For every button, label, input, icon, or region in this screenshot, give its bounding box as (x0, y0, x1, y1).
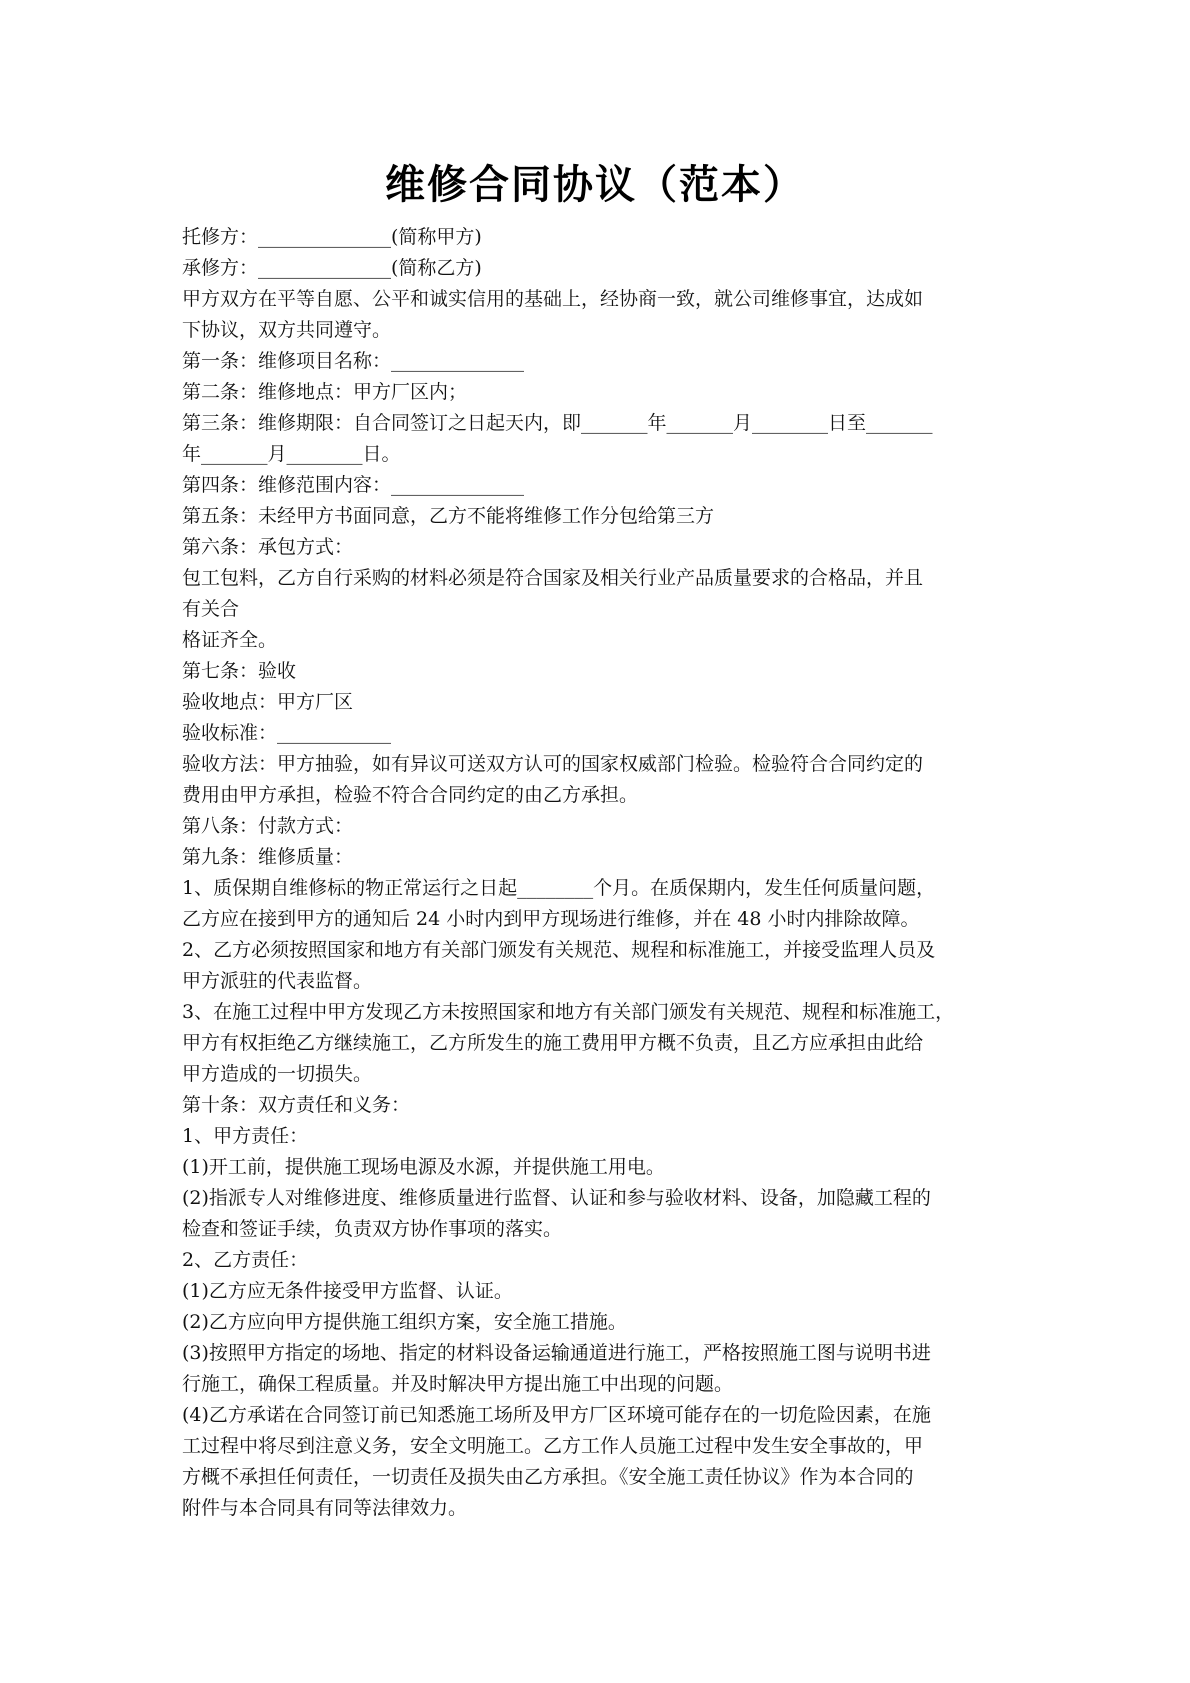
clause-6-text-3: 格证齐全。 (182, 629, 278, 651)
quality-1-line-2: 乙方应在接到甲方的通知后 24 小时内到甲方现场进行维修，并在 48 小时内排除故障。 (182, 908, 920, 930)
clause-2: 第二条：维修地点：甲方厂区内； (182, 381, 468, 403)
clause-9: 第九条：维修质量： (182, 846, 354, 868)
document-title: 维修合同协议（范本） (385, 162, 805, 208)
clause-10: 第十条：双方责任和义务： (182, 1094, 411, 1116)
quality-1-line-1: 1、质保期自维修标的物正常运行之日起________个月。在质保期内，发生任何质量问题， (182, 877, 936, 899)
document-body (182, 222, 1022, 1524)
quality-2-line-1: 2、乙方必须按照国家和地方有关部门颁发有关规范、规程和标准施工，并接受监理人员及 (182, 939, 936, 961)
clause-6-text-2: 有关合 (182, 598, 240, 620)
line-client: 托修方：______________(简称甲方) (182, 226, 482, 248)
party-a-item-2-line-2: 检查和签证手续，负责双方协作事项的落实。 (182, 1218, 563, 1240)
line-preamble-1: 甲方双方在平等自愿、公平和诚实信用的基础上，经协商一致，就公司维修事宜，达成如 (182, 288, 924, 310)
clause-7: 第七条：验收 (182, 660, 297, 682)
quality-2-line-2: 甲方派驻的代表监督。 (182, 970, 373, 992)
clause-8: 第八条：付款方式： (182, 815, 354, 837)
acceptance-method-1: 验收方法：甲方抽验，如有异议可送双方认可的国家权威部门检验。检验符合合同约定的 (182, 753, 924, 775)
acceptance-standard: 验收标准：____________ (182, 722, 392, 744)
clause-3-line-2: 年_______月________日。 (182, 443, 401, 465)
clause-3-line-1: 第三条：维修期限：自合同签订之日起天内，即_______年_______月________日至_______ (182, 412, 933, 434)
party-b-heading: 2、乙方责任： (182, 1249, 309, 1271)
party-a-item-1: (1)开工前，提供施工现场电源及水源，并提供施工用电。 (182, 1156, 665, 1178)
party-b-item-4-line-3: 方概不承担任何责任，一切责任及损失由乙方承担。《安全施工责任协议》作为本合同的 (182, 1466, 914, 1488)
party-b-item-4-line-2: 工过程中将尽到注意义务，安全文明施工。乙方工作人员施工过程中发生安全事故的，甲 (182, 1435, 924, 1457)
quality-3-line-3: 甲方造成的一切损失。 (182, 1063, 373, 1085)
line-preamble-2: 下协议，双方共同遵守。 (182, 319, 392, 341)
clause-6: 第六条：承包方式： (182, 536, 354, 558)
acceptance-location: 验收地点：甲方厂区 (182, 691, 354, 713)
party-b-item-1: (1)乙方应无条件接受甲方监督、认证。 (182, 1280, 513, 1302)
party-b-item-3-line-1: (3)按照甲方指定的场地、指定的材料设备运输通道进行施工，严格按照施工图与说明书进 (182, 1342, 931, 1364)
party-a-item-2-line-1: (2)指派专人对维修进度、维修质量进行监督、认证和参与验收材料、设备，加隐藏工程的 (182, 1187, 931, 1209)
clause-1: 第一条：维修项目名称：______________ (182, 350, 525, 372)
party-b-item-4-line-4: 附件与本合同具有同等法律效力。 (182, 1497, 468, 1519)
party-a-heading: 1、甲方责任： (182, 1125, 309, 1147)
clause-5: 第五条：未经甲方书面同意，乙方不能将维修工作分包给第三方 (182, 505, 715, 527)
clause-4: 第四条：维修范围内容：______________ (182, 474, 525, 496)
quality-3-line-1: 3、在施工过程中甲方发现乙方未按照国家和地方有关部门颁发有关规范、规程和标准施工， (182, 1001, 955, 1023)
party-b-item-2: (2)乙方应向甲方提供施工组织方案，安全施工措施。 (182, 1311, 627, 1333)
line-contractor: 承修方：______________(简称乙方) (182, 257, 482, 279)
party-b-item-4-line-1: (4)乙方承诺在合同签订前已知悉施工场所及甲方厂区环境可能存在的一切危险因素，在施 (182, 1404, 931, 1426)
clause-6-text-1: 包工包料，乙方自行采购的材料必须是符合国家及相关行业产品质量要求的合格品，并且 (182, 567, 924, 589)
party-b-item-3-line-2: 行施工，确保工程质量。并及时解决甲方提出施工中出现的问题。 (182, 1373, 734, 1395)
acceptance-method-2: 费用由甲方承担，检验不符合合同约定的由乙方承担。 (182, 784, 639, 806)
quality-3-line-2: 甲方有权拒绝乙方继续施工，乙方所发生的施工费用甲方概不负责，且乙方应承担由此给 (182, 1032, 924, 1054)
